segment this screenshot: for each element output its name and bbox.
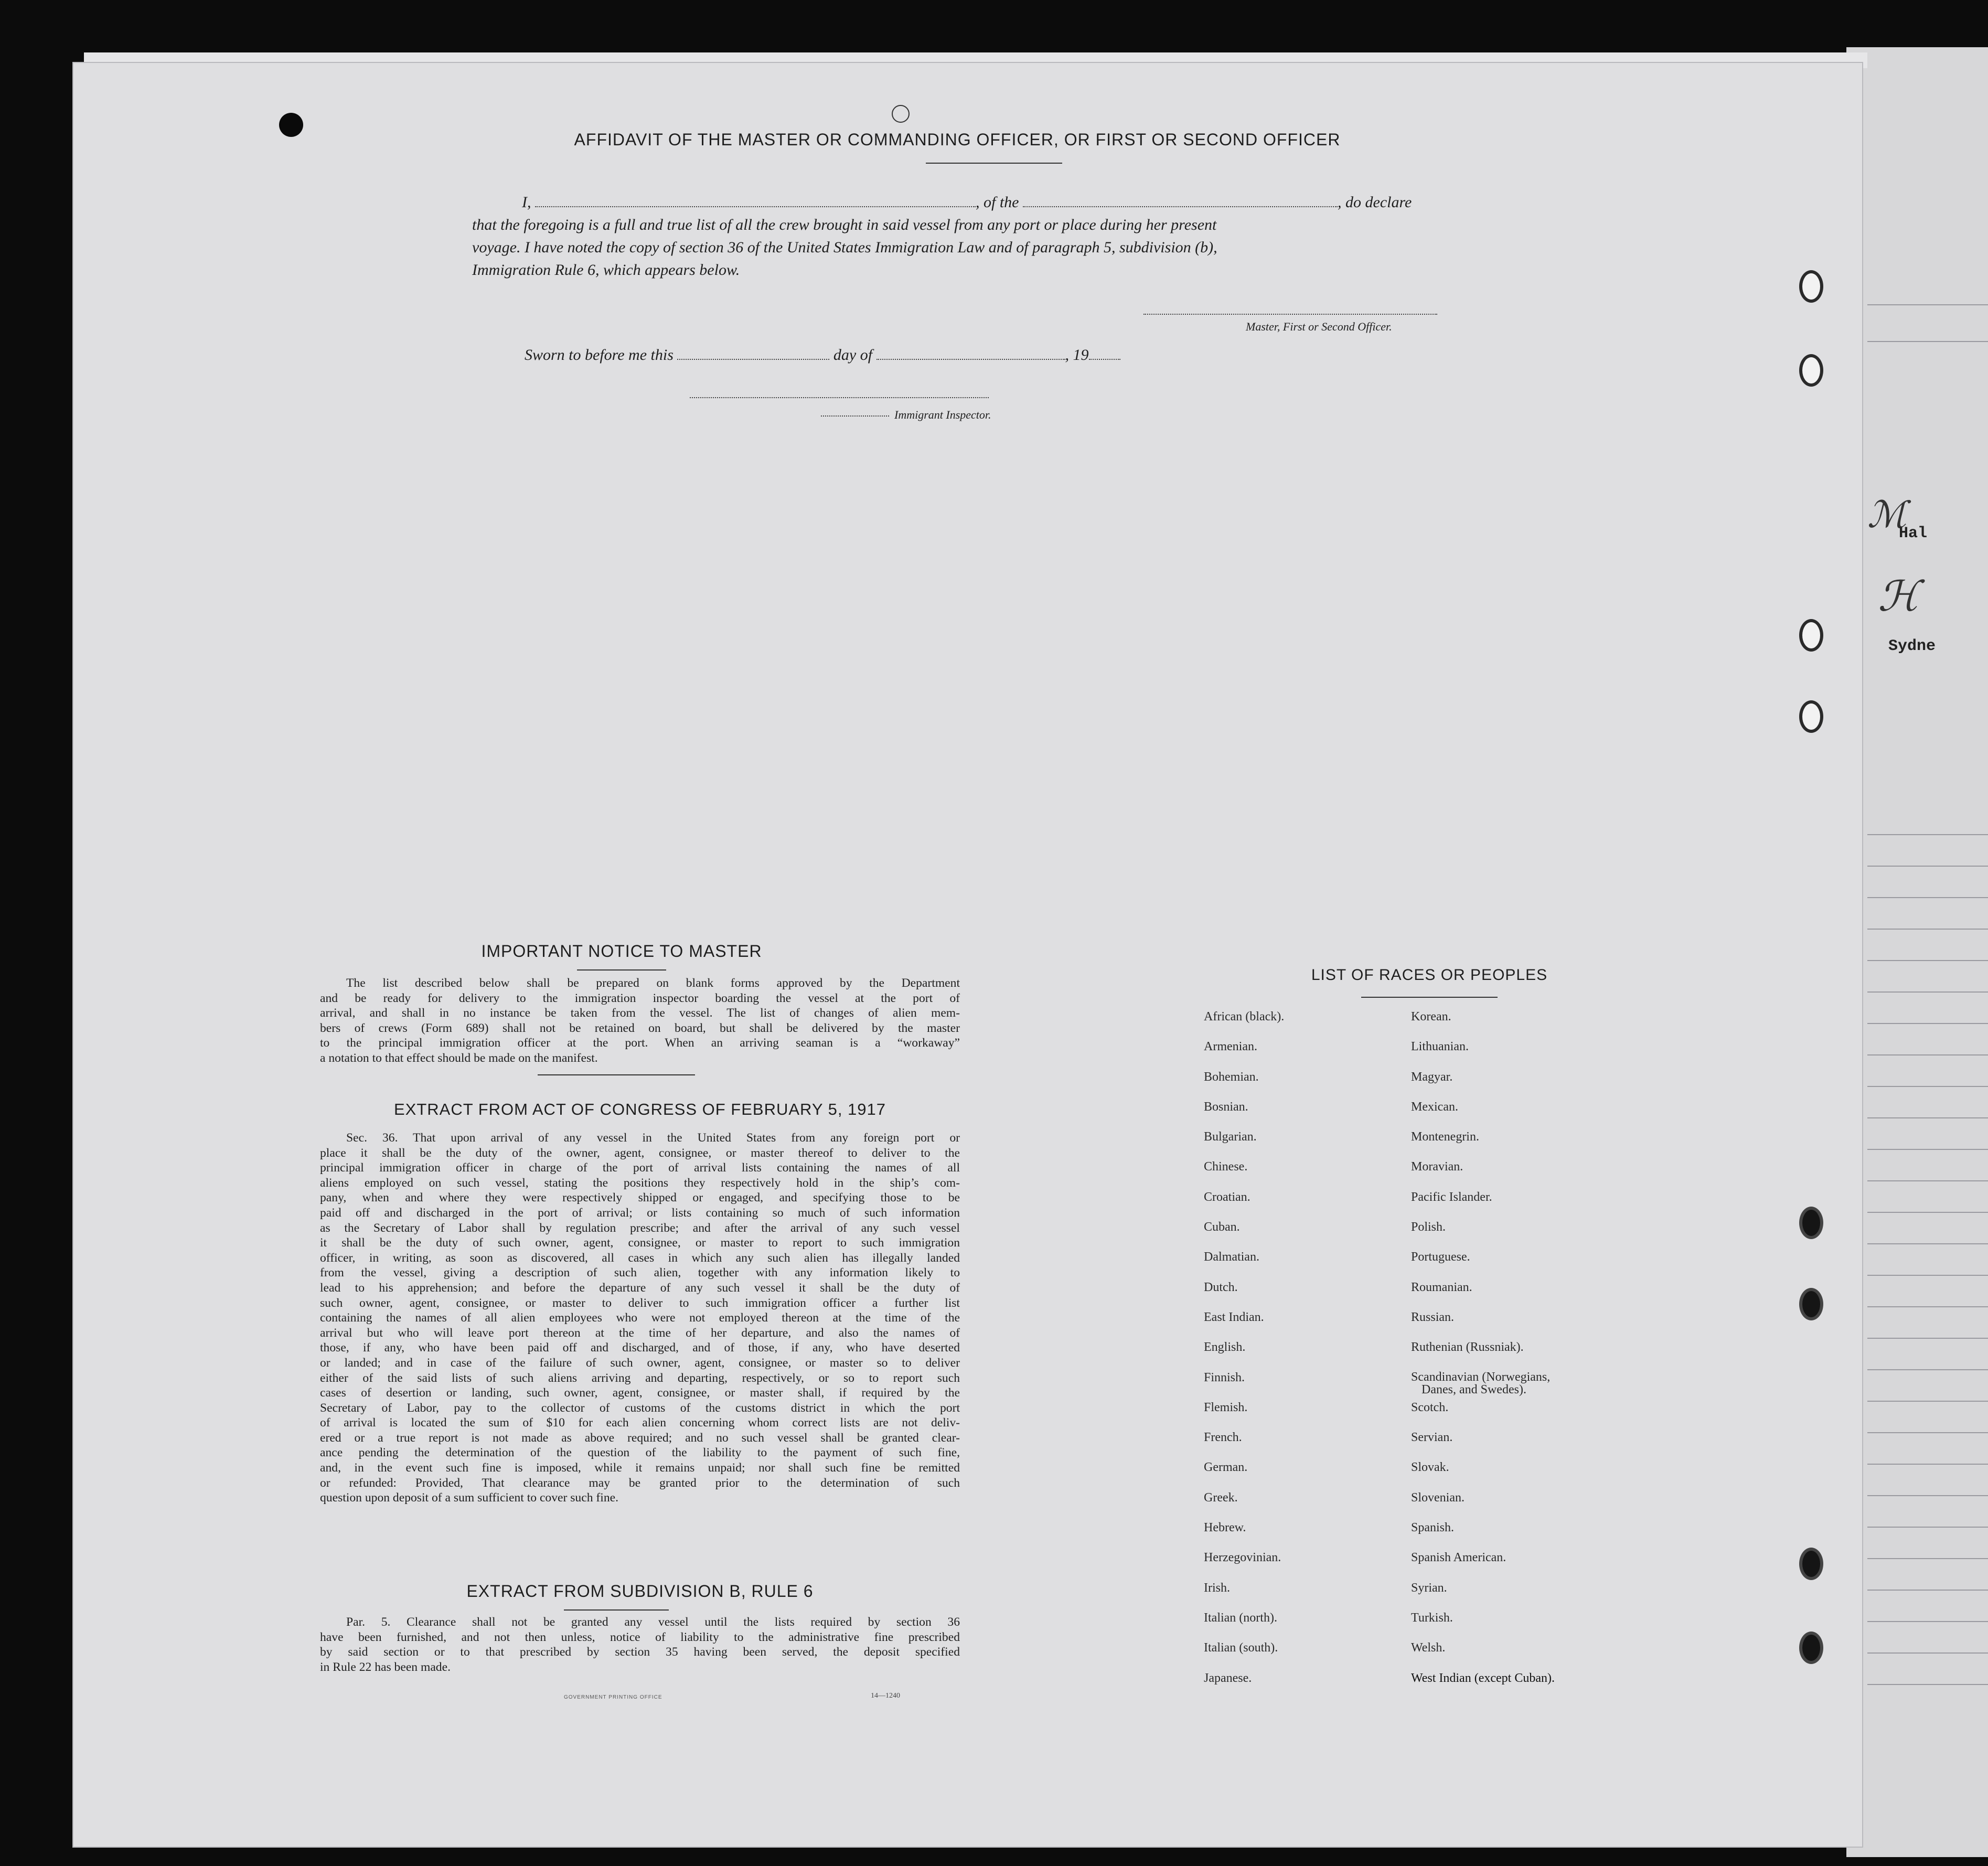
day-of-text: day of — [833, 346, 873, 364]
binder-ring — [1799, 1207, 1823, 1239]
act-line: containing the names of all alien employees who were not employed thereon at the time of the — [320, 1311, 960, 1325]
race-item: English. — [1204, 1340, 1246, 1355]
races-right-column — [1411, 1010, 1555, 1701]
act-line: it shall be the duty of such owner, agent, consignee, or master to report to such immigration — [320, 1236, 960, 1250]
race-item: Herzegovinian. — [1204, 1551, 1281, 1565]
underlying-text-sydne: Sydne — [1888, 637, 1936, 655]
divider — [1361, 997, 1498, 998]
act-line: paid off and discharged in the port of arrival; or lists containing so much of such information — [320, 1206, 960, 1220]
race-item: Italian (south). — [1204, 1641, 1278, 1655]
inspector-label: Immigrant Inspector. — [894, 408, 991, 421]
race-item: Finnish. — [1204, 1370, 1245, 1384]
races-left-column — [1204, 1010, 1284, 1701]
race-item: Korean. — [1411, 1010, 1451, 1023]
race-item: African (black). — [1204, 1010, 1285, 1023]
race-item: Lithuanian. — [1411, 1040, 1469, 1054]
rule-line: Par. 5. Clearance shall not be granted any vessel until the lists required by section 36 — [346, 1615, 960, 1629]
race-item: Slovenian. — [1411, 1490, 1465, 1505]
act-line: as the Secretary of Labor shall by regulation prescribe; and after the arrival of any such vessel — [320, 1221, 960, 1235]
act-line: principal immigration officer in charge of the port of arrival lists containing the names of all — [320, 1161, 960, 1175]
rule-line: in Rule 22 has been made. — [320, 1660, 451, 1674]
race-item: Chinese. — [1204, 1160, 1248, 1174]
punch-hole — [279, 113, 303, 137]
binder-ring — [1799, 354, 1823, 387]
race-item: Montenegrin. — [1411, 1130, 1479, 1144]
rule-line: have been furnished, and not then unless, notice of liability to the administrative fine prescribed — [320, 1630, 960, 1644]
races-title: LIST OF RACES OR PEOPLES — [1311, 966, 1548, 984]
race-item: Japanese. — [1204, 1671, 1252, 1685]
divider — [926, 163, 1062, 164]
master-signature-blank[interactable] — [1143, 314, 1437, 315]
race-item: Flemish. — [1204, 1400, 1248, 1414]
extract-act-body — [320, 1131, 960, 1506]
race-item: Dutch. — [1204, 1280, 1238, 1294]
race-item: Roumanian. — [1411, 1280, 1472, 1294]
race-item: Scotch. — [1411, 1400, 1449, 1414]
act-line: arrival but who will leave port thereon at the time of her departure, and also the names of — [320, 1326, 960, 1340]
notice-line: and be ready for delivery to the immigration inspector boarding the vessel at the port of — [320, 991, 960, 1005]
year-blank[interactable] — [1089, 348, 1120, 360]
race-item — [1411, 1371, 1555, 1401]
affidavit-i: I, — [522, 194, 531, 211]
notice-title: IMPORTANT NOTICE TO MASTER — [481, 942, 762, 961]
notice-body — [320, 976, 960, 1066]
act-line: officer, in writing, as soon as discovered, all cases in which any such alien has illegally landed — [320, 1251, 960, 1265]
act-line: of arrival is located the sum of $10 for each alien concerning whom correct lists are not deliv- — [320, 1416, 960, 1430]
act-line: aliens employed on such vessel, stating the positions they respectively hold in the ship’s com- — [320, 1176, 960, 1190]
race-item: German. — [1204, 1460, 1248, 1475]
race-item-text: Scandinavian (Norwegians, — [1411, 1370, 1551, 1384]
divider — [538, 1074, 695, 1075]
race-item: Syrian. — [1411, 1581, 1447, 1595]
master-label: Master, First or Second Officer. — [1246, 320, 1392, 333]
act-line: such owner, agent, consignee, or master to deliver to such immigration officer a further list — [320, 1296, 960, 1310]
act-line: Sec. 36. That upon arrival of any vessel in the United States from any foreign port or — [346, 1131, 960, 1145]
race-item: Greek. — [1204, 1490, 1238, 1505]
sworn-text: Sworn to before me this — [525, 346, 674, 364]
inspector-signature-tail — [821, 415, 889, 417]
race-item: Bulgarian. — [1204, 1130, 1257, 1144]
extract-act-title: EXTRACT FROM ACT OF CONGRESS OF FEBRUARY 5, 1917 — [393, 1100, 886, 1118]
punch-hole-outline — [892, 105, 910, 123]
act-line: those, if any, who have been paid off and discharged, and of those, if any, who have deserted — [320, 1341, 960, 1355]
act-line: place it shall be the duty of the owner, agent, consignee, or master thereof to deliver to the — [320, 1146, 960, 1160]
affidavit-line-4: Immigration Rule 6, which appears below. — [472, 261, 740, 279]
divider — [577, 969, 666, 971]
race-item: Armenian. — [1204, 1040, 1257, 1054]
race-item: Servian. — [1411, 1431, 1453, 1445]
year-prefix: , 19 — [1065, 346, 1089, 364]
underlying-sheet — [1846, 47, 1988, 1857]
binder-ring — [1799, 1632, 1823, 1664]
binder-ring — [1799, 270, 1823, 303]
race-item-continuation: Danes, and Swedes). — [1421, 1382, 1526, 1396]
vessel-blank[interactable] — [1023, 196, 1338, 207]
act-line: either of the said lists of such aliens arriving and departing, respectively, or so to report such — [320, 1371, 960, 1385]
race-item: Slovak. — [1411, 1460, 1449, 1475]
race-item: Russian. — [1411, 1310, 1455, 1324]
race-item: Spanish. — [1411, 1521, 1455, 1535]
printer-imprint: GOVERNMENT PRINTING OFFICE — [564, 1694, 662, 1700]
binder-ring — [1799, 700, 1823, 733]
act-line: pany, when and where they were respectively shipped or engaged, and specifying those to be — [320, 1191, 960, 1205]
affidavit-line-3: voyage. I have noted the copy of section 36 of the United States Immigration Law and of paragraph 5, subdivision (b), — [472, 239, 1217, 256]
act-line: ered or a true report is not made as above required; and no such vessel shall be granted clear- — [320, 1431, 960, 1445]
underlying-text-hal: Hal — [1899, 525, 1928, 542]
divider — [564, 1609, 669, 1611]
binder-ring — [1799, 1288, 1823, 1320]
notice-line: The list described below shall be prepared on blank forms approved by the Department — [346, 976, 960, 990]
race-item: Bosnian. — [1204, 1100, 1248, 1114]
extract-rule-title: EXTRACT FROM SUBDIVISION B, RULE 6 — [466, 1582, 814, 1601]
notice-line: bers of crews (Form 689) shall not be retained on board, but shall be delivered by the master — [320, 1021, 960, 1035]
affidavit-declare: , do declare — [1338, 194, 1412, 211]
race-item: Turkish. — [1411, 1611, 1453, 1625]
act-line: and, in the event such fine is imposed, while it remains unpaid; nor shall such fine be remitted — [320, 1461, 960, 1475]
affidavit-declaration-line — [522, 191, 1412, 214]
handwriting-scrawl: ℳ — [1867, 493, 1907, 536]
handwriting-scrawl-2: ℋ — [1878, 572, 1920, 621]
affidavit-line-2: that the foregoing is a full and true list of all the crew brought in said vessel from any port or place during her present — [472, 216, 1217, 233]
race-item: Mexican. — [1411, 1100, 1458, 1114]
race-item: East Indian. — [1204, 1310, 1264, 1324]
act-line: from the vessel, giving a description of such alien, together with any information likely to — [320, 1266, 960, 1280]
inspector-signature-blank[interactable] — [690, 397, 989, 398]
day-blank[interactable] — [677, 348, 829, 360]
rule-line: by said section or to that prescribed by section 35 having been served, the deposit specified — [320, 1645, 960, 1659]
sworn-line — [525, 344, 1120, 367]
binder-ring — [1799, 619, 1823, 652]
affidavit-title: AFFIDAVIT OF THE MASTER OR COMMANDING OFFICER, OR FIRST OR SECOND OFFICER — [574, 130, 1341, 149]
race-item: Spanish American. — [1411, 1551, 1506, 1565]
race-item: Hebrew. — [1204, 1521, 1246, 1535]
extract-rule-body — [320, 1615, 960, 1675]
race-item: Dalmatian. — [1204, 1250, 1259, 1264]
race-item: Bohemian. — [1204, 1070, 1259, 1084]
race-item: French. — [1204, 1431, 1242, 1445]
race-item: Moravian. — [1411, 1160, 1463, 1174]
race-item: Croatian. — [1204, 1190, 1250, 1204]
race-item: Polish. — [1411, 1220, 1446, 1234]
race-item: Pacific Islander. — [1411, 1190, 1492, 1204]
notice-line: a notation to that effect should be made on the manifest. — [320, 1051, 598, 1065]
binder-ring — [1799, 1548, 1823, 1580]
affidavit-of-the: , of the — [976, 194, 1019, 211]
act-line: cases of desertion or landing, such owner, agent, consignee, or master shall, if required by the — [320, 1386, 960, 1400]
race-item: Irish. — [1204, 1581, 1230, 1595]
notice-line: arrival, and shall in no instance be taken from the vessel. The list of changes of alien mem- — [320, 1006, 960, 1020]
form-page — [73, 63, 1862, 1847]
act-line: or refunded: Provided, That clearance may be granted prior to the determination of such — [320, 1476, 960, 1490]
race-item: Welsh. — [1411, 1641, 1446, 1655]
race-item: Portuguese. — [1411, 1250, 1470, 1264]
month-blank[interactable] — [877, 348, 1065, 360]
act-line: or landed; and in case of the failure of such owner, agent, consignee, or master so to deliver — [320, 1356, 960, 1370]
name-blank[interactable] — [535, 196, 976, 207]
race-item: Magyar. — [1411, 1070, 1453, 1084]
race-item: West Indian (except Cuban). — [1411, 1671, 1555, 1685]
act-line: Secretary of Labor, pay to the collector of customs of the customs district in which the port — [320, 1401, 960, 1415]
race-item: Italian (north). — [1204, 1611, 1277, 1625]
notice-line: to the principal immigration officer at the port. When an arriving seaman is a “workaway” — [320, 1036, 960, 1050]
act-line: question upon deposit of a sum sufficient to cover such fine. — [320, 1491, 618, 1505]
race-item: Cuban. — [1204, 1220, 1240, 1234]
form-number: 14—1240 — [871, 1692, 900, 1700]
act-line: ance pending the determination of the question of the liability to the payment of such fine, — [320, 1446, 960, 1460]
race-item: Ruthenian (Russniak). — [1411, 1340, 1524, 1355]
act-line: lead to his apprehension; and before the departure of any such vessel it shall be the duty of — [320, 1281, 960, 1295]
